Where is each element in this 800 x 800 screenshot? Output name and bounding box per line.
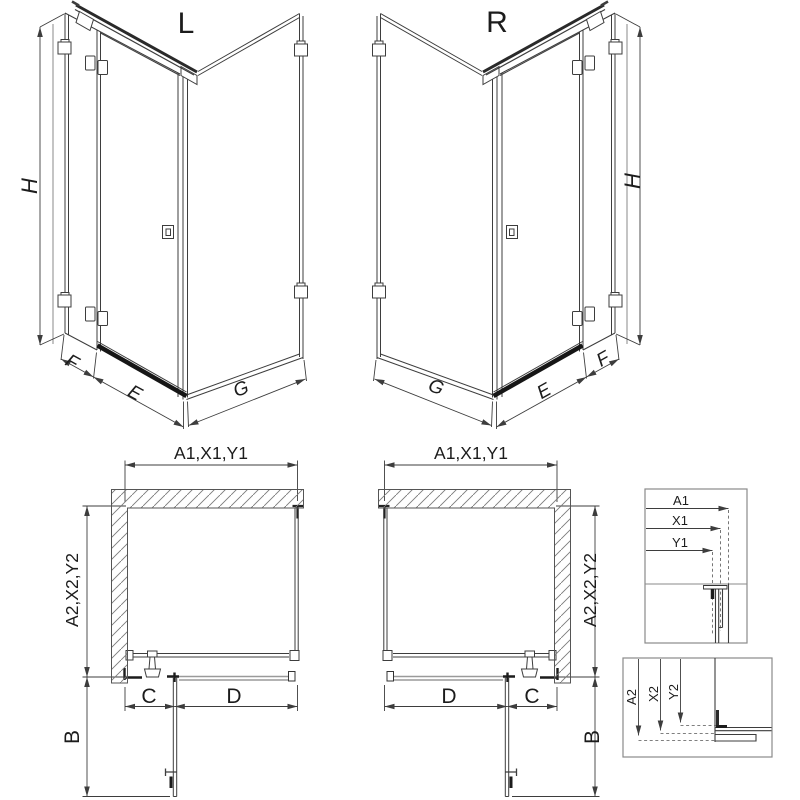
plan-right-dim-door-swing: B [581,729,604,745]
detail-depth-reference-box [623,658,772,757]
plan-left-dim-depth: A2,X2,Y2 [62,553,82,627]
plan-right-dim-depth: A2,X2,Y2 [580,553,600,627]
detail-width-reference-box [645,489,747,643]
plan-left-dim-width: A1,X1,Y1 [174,443,248,463]
detail-depth-label-a2: A2 [624,689,639,705]
iso-right-title: R [486,6,508,39]
plan-right-dim-width: A1,X1,Y1 [434,443,508,463]
iso-right-dim-door: E [533,379,555,404]
iso-right-dim-height: H [620,173,645,189]
plan-right-dim-door-segment: C [524,685,540,708]
iso-left-title: L [177,7,195,40]
detail-width-label-y1: Y1 [672,535,688,550]
iso-left-dim-side-panel: G [230,377,252,402]
iso-left-dim-height: H [17,178,42,194]
plan-left-dim-door-swing: B [61,729,84,745]
detail-width-label-x1: X1 [672,513,688,528]
iso-left-dim-fixed-panel: F [61,350,82,375]
detail-width-label-a1: A1 [673,493,689,508]
detail-depth-label-y2: Y2 [666,684,681,700]
plan-right-dim-panel-segment: D [441,685,457,708]
plan-left-dim-door-segment: C [141,685,157,708]
iso-right-dim-side-panel: G [425,375,447,400]
iso-view-left-geometry [40,2,308,430]
plan-left-dim-panel-segment: D [226,685,242,708]
door-handle [163,226,174,239]
iso-right-dim-fixed-panel: F [593,347,614,372]
iso-left-dim-door: E [124,381,146,406]
detail-depth-label-x2: X2 [646,686,661,702]
